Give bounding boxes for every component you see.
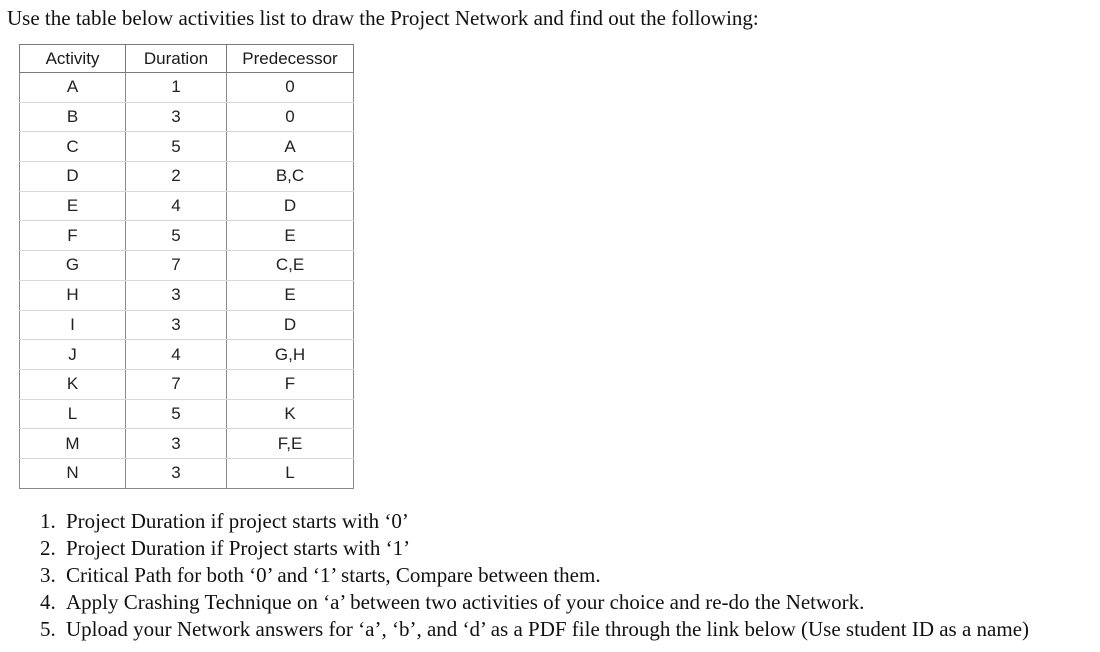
cell-duration: 4 bbox=[126, 340, 227, 370]
cell-predecessor: 0 bbox=[227, 73, 354, 103]
intro-text: Use the table below activities list to draw the Project Network and find out the following: bbox=[7, 6, 759, 30]
question-number: 5. bbox=[40, 617, 56, 641]
table-row bbox=[20, 162, 354, 192]
table-row bbox=[20, 340, 354, 370]
cell-duration: 3 bbox=[126, 310, 227, 340]
cell-activity: E bbox=[20, 191, 126, 221]
cell-predecessor: K bbox=[227, 399, 354, 429]
activity-table bbox=[19, 44, 354, 489]
cell-duration: 1 bbox=[126, 73, 227, 103]
table-row bbox=[20, 399, 354, 429]
table-row bbox=[20, 429, 354, 459]
question-item bbox=[40, 562, 1029, 589]
cell-activity: M bbox=[20, 429, 126, 459]
question-item bbox=[40, 535, 1029, 562]
header-predecessor: Predecessor bbox=[227, 45, 354, 73]
header-activity: Activity bbox=[20, 45, 126, 73]
question-number: 4. bbox=[40, 590, 56, 614]
question-item bbox=[40, 589, 1029, 616]
cell-predecessor: D bbox=[227, 191, 354, 221]
question-number: 1. bbox=[40, 509, 56, 533]
cell-predecessor: B,C bbox=[227, 162, 354, 192]
cell-duration: 3 bbox=[126, 102, 227, 132]
cell-duration: 5 bbox=[126, 399, 227, 429]
cell-predecessor: D bbox=[227, 310, 354, 340]
table-row bbox=[20, 102, 354, 132]
cell-duration: 3 bbox=[126, 429, 227, 459]
table-row bbox=[20, 310, 354, 340]
cell-activity: L bbox=[20, 399, 126, 429]
question-text: Critical Path for both ‘0’ and ‘1’ starts, Compare between them. bbox=[66, 563, 601, 587]
cell-predecessor: L bbox=[227, 458, 354, 488]
table-row bbox=[20, 458, 354, 488]
cell-activity: I bbox=[20, 310, 126, 340]
cell-predecessor: G,H bbox=[227, 340, 354, 370]
cell-duration: 3 bbox=[126, 280, 227, 310]
cell-predecessor: A bbox=[227, 132, 354, 162]
table-row bbox=[20, 369, 354, 399]
cell-duration: 3 bbox=[126, 458, 227, 488]
cell-activity: G bbox=[20, 251, 126, 281]
question-text: Project Duration if project starts with ‘0’ bbox=[66, 509, 409, 533]
table-row bbox=[20, 191, 354, 221]
cell-predecessor: 0 bbox=[227, 102, 354, 132]
header-duration: Duration bbox=[126, 45, 227, 73]
table-row bbox=[20, 132, 354, 162]
cell-activity: H bbox=[20, 280, 126, 310]
cell-activity: J bbox=[20, 340, 126, 370]
table-row bbox=[20, 73, 354, 103]
cell-activity: N bbox=[20, 458, 126, 488]
cell-predecessor: F,E bbox=[227, 429, 354, 459]
question-list bbox=[40, 508, 1029, 643]
cell-duration: 2 bbox=[126, 162, 227, 192]
question-number: 2. bbox=[40, 536, 56, 560]
question-text: Project Duration if Project starts with ‘1’ bbox=[66, 536, 411, 560]
question-text: Upload your Network answers for ‘a’, ‘b’, and ‘d’ as a PDF file through the link below (Use student ID as a name) bbox=[66, 617, 1030, 641]
cell-activity: B bbox=[20, 102, 126, 132]
question-item bbox=[40, 508, 1029, 535]
cell-predecessor: F bbox=[227, 369, 354, 399]
question-number: 3. bbox=[40, 563, 56, 587]
cell-activity: D bbox=[20, 162, 126, 192]
question-item bbox=[40, 616, 1029, 643]
cell-predecessor: E bbox=[227, 280, 354, 310]
activity-table-container bbox=[19, 44, 354, 489]
question-text: Apply Crashing Technique on ‘a’ between two activities of your choice and re-do the Network. bbox=[66, 590, 865, 614]
cell-activity: C bbox=[20, 132, 126, 162]
cell-duration: 5 bbox=[126, 221, 227, 251]
cell-predecessor: C,E bbox=[227, 251, 354, 281]
table-body bbox=[20, 73, 354, 489]
cell-activity: A bbox=[20, 73, 126, 103]
cell-duration: 4 bbox=[126, 191, 227, 221]
cell-activity: F bbox=[20, 221, 126, 251]
table-row bbox=[20, 251, 354, 281]
cell-duration: 7 bbox=[126, 369, 227, 399]
cell-duration: 5 bbox=[126, 132, 227, 162]
cell-activity: K bbox=[20, 369, 126, 399]
table-header-row bbox=[20, 45, 354, 73]
cell-predecessor: E bbox=[227, 221, 354, 251]
cell-duration: 7 bbox=[126, 251, 227, 281]
table-row bbox=[20, 280, 354, 310]
table-row bbox=[20, 221, 354, 251]
